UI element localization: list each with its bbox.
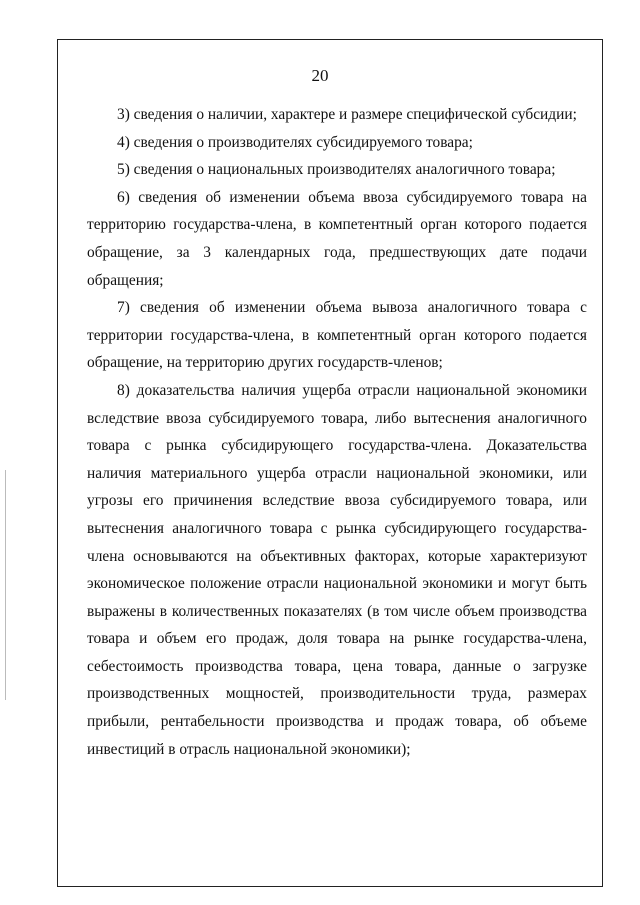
paragraph-item-4: 4) сведения о производителях субсидируемого товара; <box>117 133 473 151</box>
scan-edge-mark <box>5 470 6 700</box>
paragraph-item-8: 8) доказательства наличия ущерба отрасли национальной экономики вследствие ввоза субсидируемого товара, либо вытеснения аналогичного товара с рынка субсидирующего государства-члена. Доказательства наличия материального ущерба отрасли национальной экономики, или угрозы его причинения вследствие ввоза субсидируемого товара, или вытеснения аналогичного товара с рынка субсидирующего государства-члена основываются на объективных факторах, которые характеризуют экономическое положение отрасли национальной экономики и могут быть выражены в количественных показателях (в том числе объем производства товара и объем его продаж, доля товара на рынке государства-члена, себестоимость производства товара, цена товара, данные о загрузке производственных мощностей, производительности труда, размерах прибыли, рентабельности производства и продаж товара, об объеме инвестиций в отрасль национальной экономики); <box>87 381 587 758</box>
paragraph-item-3: 3) сведения о наличии, характере и размере специфической субсидии; <box>117 106 577 123</box>
paragraph-item-6: 6) сведения об изменении объема ввоза субсидируемого товара на территорию государства-члена, в компетентный орган которого подается обращение, за 3 календарных года, предшествующих дате подачи обращения; <box>87 188 587 289</box>
paragraph-item-7: 7) сведения об изменении объема вывоза аналогичного товара с территории государства-члена, в компетентный орган которого подается обращение, на территорию других государств-членов; <box>87 299 587 372</box>
page-number: 20 <box>311 66 329 85</box>
document-body <box>87 101 587 763</box>
paragraph-item-5: 5) сведения о национальных производителях аналогичного товара; <box>117 161 556 179</box>
